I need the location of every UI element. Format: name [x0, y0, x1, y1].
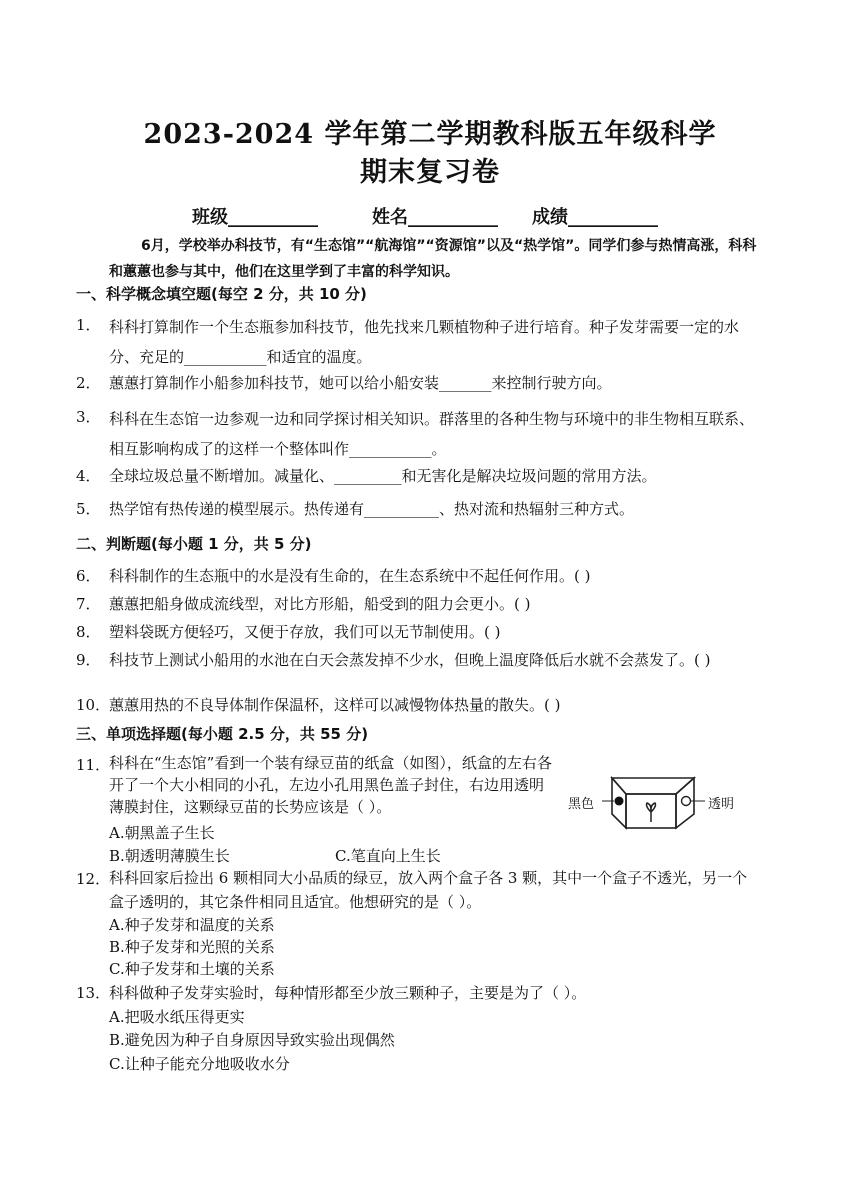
question-number: 9． [76, 651, 101, 669]
question-text: 科科制作的生态瓶中的水是没有生命的，在生态系统中不起任何作用。( ) [109, 567, 591, 585]
question-text: 科科做种子发芽实验时，每种情形都至少放三颗种子，主要是为了（ ）。 [109, 984, 587, 1002]
black-cover-hole [615, 797, 624, 806]
question-text: 科科在“生态馆”看到一个装有绿豆苗的纸盒（如图），纸盒的左右各开了一个大小相同的小孔，左边小孔用黑色盖子封住，右边用透明薄膜封住，这颗绿豆苗的长势应该是（ ）。 [109, 754, 552, 816]
q13-option-c: C.让种子能充分地吸收水分 [109, 1055, 290, 1073]
question-text: 蕙蕙用热的不良导体制作保温杯，这样可以减慢物体热量的散失。( ) [109, 696, 561, 714]
question-text: 蕙蕙把船身做成流线型，对比方形船，船受到的阻力会更小。( ) [109, 595, 531, 613]
question-text: 热学馆有热传递的模型展示。热传递有__________、热对流和热辐射三种方式。 [109, 500, 635, 518]
student-info-line [192, 203, 658, 229]
question-text: 科技节上测试小船用的水池在白天会蒸发掉不少水，但晚上温度降低后水就不会蒸发了。( ) [109, 651, 711, 669]
question-number: 2． [76, 374, 101, 392]
q13-option-a: A.把吸水纸压得更实 [109, 1008, 245, 1026]
question-number: 3． [76, 408, 101, 426]
question-number: 8． [76, 623, 101, 641]
question-text: 科科打算制作一个生态瓶参加科技节，他先找来几颗植物种子进行培育。种子发芽需要一定的水分、充足的___________和适宜的温度。 [109, 318, 740, 366]
transparent-film-hole [682, 797, 691, 806]
question-text: 科科回家后捡出 6 颗相同大小品质的绿豆，放入两个盒子各 3 颗，其中一个盒子不透光，另一个盒子透明的，其它条件相同且适宜。他想研究的是（ ）。 [109, 869, 748, 911]
question-number: 10． [76, 696, 111, 714]
name-field: 姓名__________ [372, 207, 498, 228]
question-text: 全球垃圾总量不断增加。减量化、_________和无害化是解决垃圾问题的常用方法。 [109, 467, 657, 485]
question-text: 塑料袋既方便轻巧，又便于存放，我们可以无节制使用。( ) [109, 623, 501, 641]
q12-option-b: B.种子发芽和光照的关系 [109, 938, 275, 956]
section-1-heading: 一、科学概念填空题(每空 2 分，共 10 分) [76, 285, 367, 303]
exam-title: 2023-2024 学年第二学期教科版五年级科学 [143, 119, 717, 150]
question-number: 11． [76, 756, 111, 774]
question-number: 13． [76, 984, 111, 1002]
q11-option-c: C.笔直向上生长 [335, 847, 441, 865]
q11-option-b: B.朝透明薄膜生长 [109, 847, 230, 865]
question-text: 科科在生态馆一边参观一边和同学探讨相关知识。群落里的各种生物与环境中的非生物相互联系、相互影响构成了的这样一个整体叫作___________。 [109, 410, 755, 458]
question-number: 1． [76, 316, 101, 334]
question-number: 7． [76, 595, 101, 613]
q13-option-b: B.避免因为种子自身原因导致实验出现偶然 [109, 1031, 395, 1049]
question-number: 6． [76, 567, 101, 585]
question-text: 蕙蕙打算制作小船参加科技节，她可以给小船安装_______来控制行驶方向。 [109, 374, 612, 392]
intro-paragraph: 6月，学校举办科技节，有“生态馆”“航海馆”“资源馆”以及“热学馆”。同学们参与热情高涨，科科和蕙蕙也参与其中，他们在这里学到了丰富的科学知识。 [109, 238, 757, 280]
class-field: 班级__________ [192, 207, 318, 228]
figure-label-black: 黑色 [568, 797, 595, 812]
figure-label-transparent: 透明 [708, 797, 735, 812]
q12-option-c: C.种子发芽和土壤的关系 [109, 960, 275, 978]
exam-subtitle: 期末复习卷 [360, 157, 500, 188]
section-3-heading: 三、单项选择题(每小题 2.5 分，共 55 分) [76, 725, 369, 743]
question-number: 4． [76, 467, 101, 485]
q12-option-a: A.种子发芽和温度的关系 [109, 916, 275, 934]
score-field: 成绩__________ [532, 207, 658, 228]
q11-option-a: A.朝黑盖子生长 [109, 824, 215, 842]
section-2-heading: 二、判断题(每小题 1 分，共 5 分) [76, 535, 312, 553]
bean-sprout-box-figure [568, 770, 748, 832]
question-number: 12． [76, 870, 111, 888]
sprout-icon [647, 803, 656, 822]
question-number: 5． [76, 500, 101, 518]
